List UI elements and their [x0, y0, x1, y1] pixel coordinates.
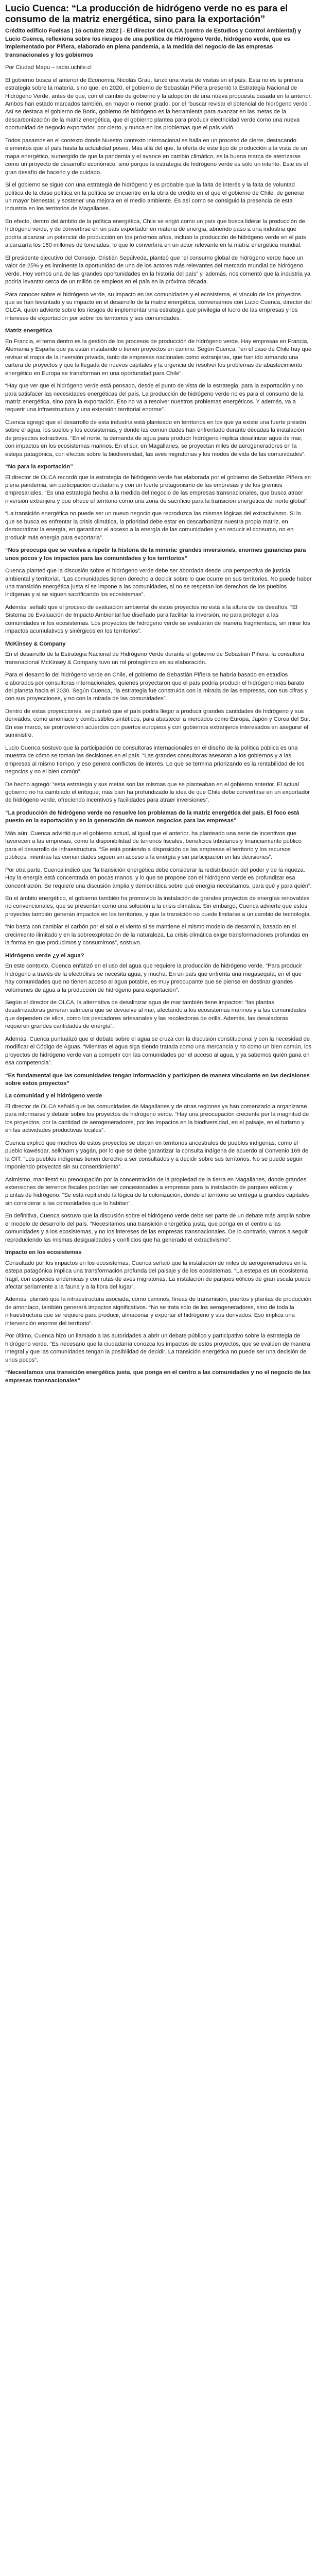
pull-quote: “Nos preocupa que se vuelva a repetir la historia de la minería: grandes inversiones, enormes ganancias para unos pocos y los impactos para las comunidades y los territorios” [5, 547, 306, 562]
pull-quote: “Necesitamos una transición energética justa, que ponga en el centro a las comunidades y no el negocio de las empresas transnacionales” [5, 1369, 311, 1384]
article-paragraph: “No basta con cambiar el carbón por el sol o el viento si se mantiene el mismo modelo de desarrollo, basado en el crecimiento ilimitado y en la sobreexplotación de la naturaleza. La crisis climática exige transformaciones profundas en la forma en que producimos y consumimos”, sostuvo. [5, 924, 308, 946]
article-paragraph: En el desarrollo de la Estrategia Nacional de Hidrógeno Verde durante el gobierno de Sebastián Piñera, la consultora transnacional McKinsey & Company tuvo un rol protagónico en su elaboración. [5, 651, 304, 666]
article-paragraph: “Hay que ver que el hidrógeno verde está pensado, desde el punto de vista de la estrategia, para la exportación y no para satisfacer las necesidades energéticas del país. La producción de hidrógeno verde no es para el consumo de la matriz energética, sino para la exportación. Eso no va a resolver nuestros problemas energéticos. Y además, va a requerir una infraestructura y una extensión territorial enorme”. [5, 383, 304, 413]
article-paragraph: Cuenca agregó que el desarrollo de esta industria está planteado en territorios en los que ya existe una fuerte presión sobre el agua, los suelos y los ecosistemas, y donde las comunidades han enfrentado durante décadas la instalación de proyectos extractivos. “En el norte, la demanda de agua para producir hidrógeno implica desalinizar agua de mar, con impactos en los ecosistemas marinos. En el sur, en Magallanes, se proyectan miles de aerogeneradores en la estepa patagónica, con efectos sobre la biodiversidad, las aves migratorias y los modos de vida de las comunidades”. [5, 419, 306, 457]
article-paragraph: Por Ciudad Mapu – radio.uchile.cl [5, 64, 92, 71]
section-heading: Hidrógeno verde ¿y el agua? [5, 952, 84, 959]
article-paragraph: Además, señaló que el proceso de evaluación ambiental de estos proyectos no está a la altura de los desafíos. “El Sistema de Evaluación de Impacto Ambiental fue diseñado para facilitar la inversión, no para proteger a las comunidades ni los ecosistemas. Los proyectos de hidrógeno verde se evaluarán de manera fragmentada, sin mirar los impactos acumulativos y sinérgicos en los territorios”. [5, 604, 310, 635]
article-paragraph: Por último, Cuenca hizo un llamado a las autoridades a abrir un debate público y participativo sobre la estrategia de hidrógeno verde. “Es necesario que la ciudadanía conozca los impactos de estos proyectos, que se evalúen de manera integral y que las comunidades tengan la posibilidad de decidir. La transición energética no puede ser una decisión de unos pocos”. [5, 1333, 310, 1363]
section-heading: McKinsey & Company [5, 640, 66, 647]
article-paragraph: Consultado por los impactos en los ecosistemas, Cuenca señaló que la instalación de miles de aerogeneradores en la estepa patagónica implica una transformación profunda del paisaje y de los ecosistemas. “La estepa es un ecosistema frágil, con especies endémicas y con rutas de aves migratorias. La instalación de parques eólicos de gran escala puede afectar seriamente a la fauna y a la flora del lugar”. [5, 1260, 311, 1290]
article-paragraph: En Francia, el tema dentro es la gestión de los procesos de producción de hidrógeno verde. Hay empresas en Francia, Alemania y España que ya están instalando o tienen proyectos en camino. Según Cuenca, “en el caso de Chile hay que revisar el mapa de la inversión privada, tanto de empresas nacionales como extranjeras, que han ido armando una cartera de proyectos y que la llegada de nuevos capitales y la urgencia de resolver los problemas de abastecimiento energético en Europa se transforman en una oportunidad para Chile”. [5, 338, 312, 377]
article-paragraph: El presidente ejecutivo del Consejo, Cristián Sepúlveda, planteó que “el consumo global de hidrógeno verde hace un valor de 25% y es inminente la oportunidad de uno de los actores más relevantes del mercado mundial de hidrógeno verde. Hoy vemos una de las grandes oportunidades en la historia del país” y, además, nos comentó que la industria ya podría levantar cerca de un millón de empleos en el país en la próxima década. [5, 255, 311, 285]
article-paragraph: En el ámbito energético, el gobierno también ha promovido la instalación de grandes proyectos de energías renovables no convencionales, que se presentan como una solución a la crisis climática. Sin embargo, Cuenca advierte que estos proyectos también generan impactos en los territorios, y que la transición no puede limitarse a un cambio de tecnología. [5, 895, 311, 918]
section-heading: La comunidad y el hidrógeno verde [5, 1093, 102, 1099]
article-paragraph: Asimismo, manifestó su preocupación por la concentración de la propiedad de la tierra en Magallanes, donde grandes extensiones de terrenos fiscales podrían ser concesionados a empresas para la instalación de parques eólicos y plantas de hidrógeno. “Se está repitiendo la lógica de la colonización, donde el territorio se entrega a grandes capitales sin considerar a las comunidades que lo habitan”. [5, 1176, 309, 1207]
article-paragraph: De hecho agregó: “esta estrategia y sus metas son las mismas que se planteaban en el gobierno anterior. El actual gobierno no ha cambiado el enfoque; más bien ha profundizado la idea de que Chile debe convertirse en un exportador de hidrógeno verde, ofreciendo incentivos y facilidades para atraer inversiones”. [5, 781, 310, 804]
section-heading: Impacto en los ecosistemas [5, 1249, 82, 1256]
article-paragraph: Todos pasamos en el contexto donde Nuestro contexto internacional se halla en un proceso de cierre, destacando elementos que el país hasta la actualidad posee. Más allá del que, la oferta de este tipo de producción a la vista de un mapa energético, sumergido de que la pandemia y el avance en cambio climático, es la buena marca de aterrizarse como un proyecto de desarrollo económico, sino porque la estrategia de hidrógeno verde es sólo un intento. Este es el gran desafío de hacerlo y de cuidado. [5, 137, 308, 176]
article-paragraph: Cuenca planteó que la discusión sobre el hidrógeno verde debe ser abordada desde una perspectiva de justicia ambiental y territorial. “Las comunidades tienen derecho a decidir sobre lo que ocurre en sus territorios. No puede haber una transición energética justa si se impone a las comunidades, si no se respetan los derechos de los pueblos indígenas y si se siguen sacrificando los ecosistemas”. [5, 568, 312, 598]
section-heading: Matriz energética [5, 328, 52, 334]
pull-quote: “La producción de hidrógeno verde no resuelve los problemas de la matriz energética del país. El foco está puesto en la exportación y en la generación de nuevos negocios para las empresas” [5, 809, 300, 824]
article-paragraph: Además, planteó que la infraestructura asociada, como caminos, líneas de transmisión, puertos y plantas de producción de amoníaco, también generará impactos significativos. “No se trata solo de los aerogeneradores, sino de toda la infraestructura que se requiere para producir, almacenar y exportar el hidrógeno y sus derivados. Eso implica una intervención enorme del territorio”. [5, 1296, 312, 1327]
article-paragraph: Dentro de estas proyecciones, se planteó que el país podría llegar a producir grandes cantidades de hidrógeno y sus derivados, como amoníaco y combustibles sintéticos, para abastecer a mercados como Europa, Japón y Corea del Sur. En ese marco, se promovieron acuerdos con puertos europeos y con gobiernos extranjeros interesados en asegurar el suministro. [5, 708, 311, 739]
article-paragraph: El gobierno busca el anterior de Economía, Nicolás Grau, lanzó una visita de visitas en el país. Esta no es la primera estrategia sobre la materia, sino que, en 2020, el gobierno de Sebastián Piñera presentó la Estrategia Nacional de Hidrógeno Verde, antes de que, con el cambio de gobierno y la adopción de una nueva propuesta basada en la anterior. Ambos han estado marcados también, en mayor o menor grado, por el “buscar revisar el potencial de hidrógeno verde”. Así se destaca el gobierno de Boric, gobierno de hidrógeno es la herramienta para avanzar en las metas de la descarbonización de la matriz energética, que el gobierno plantea para producir electricidad verde como una nueva oportunidad de negocio exportador, por cierto, y nunca en los problemas que el país vivió. [5, 77, 312, 131]
article-paragraph: Por otra parte, Cuenca indicó que “la transición energética debe considerar la redistribución del poder y de la riqueza. Hoy la energía está concentrada en pocas manos, y lo que se propone con el hidrógeno verde es profundizar esa concentración. Se requiere una discusión amplia y democrática sobre qué energía necesitamos, para qué y para quién”. [5, 867, 312, 889]
section-heading: “No para la exportación” [5, 464, 73, 470]
article-paragraph: En efecto, dentro del ámbito de la política energética, Chile se erigió como un país que busca liderar la producción de hidrógeno verde, y de convertirse en un país exportador en materia de energía, abriendo paso a una industria que podría alcanzar un potencial de producción en los próximos años, incluso la producción de hidrógeno verde en el país alcanzaría los 160 millones de toneladas, lo que lo convertiría en un actor relevante en la matriz energética mundial. [5, 218, 306, 249]
article-paragraph: Según el director de OLCA, la alternativa de desalinizar agua de mar también tiene impactos: “las plantas desalinizadoras generan salmuera que se devuelve al mar, afectando a los ecosistemas marinos y a las comunidades que dependen de ellos, como los pescadores artesanales y las recolectoras de orilla. Además, las desaladoras requieren grandes cantidades de energía”. [5, 999, 306, 1030]
article-paragraph: El director de OLCA recordó que la estrategia de hidrógeno verde fue elaborada por el gobierno de Sebastián Piñera en plena pandemia, sin participación ciudadana y con un fuerte protagonismo de las empresas y de los gremios empresariales. “Es una estrategia hecha a la medida del negocio de las empresas transnacionales, que busca atraer inversión extranjera y que ofrece el territorio como una zona de sacrificio para la transición energética del norte global”. [5, 474, 311, 504]
article-headline: Lucio Cuenca: “La producción de hidrógeno verde no es para el consumo de la matriz energética, sino para la exportación” [5, 3, 288, 24]
article-paragraph: Además, Cuenca puntualizó que el debate sobre el agua se cruza con la discusión constitucional y con la necesidad de modificar el Código de Aguas. “Mientras el agua siga siendo tratada como una mercancía y no como un bien común, los proyectos de hidrógeno verde van a competir con las comunidades por el acceso al agua, y ya sabemos quién gana en esa competencia”. [5, 1036, 312, 1066]
article-paragraph: Más aún, Cuenca advirtió que el gobierno actual, al igual que el anterior, ha planteado una serie de incentivos que favorecen a las empresas, como la disponibilidad de terrenos fiscales, beneficios tributarios y financiamiento público para el desarrollo de infraestructura. “Se está poniendo a disposición de las empresas el territorio y los recursos públicos, mientras las comunidades siguen sin acceso a la energía y sin participación en las decisiones”. [5, 830, 302, 861]
article-paragraph: En definitiva, Cuenca sostuvo que la discusión sobre el hidrógeno verde debe ser parte de un debate más amplio sobre el modelo de desarrollo del país. “Necesitamos una transición energética justa, que ponga en el centro a las comunidades y a los ecosistemas, y no los intereses de las empresas transnacionales. De lo contrario, vamos a seguir reproduciendo las mismas desigualdades y conflictos que ha generado el extractivismo”. [5, 1213, 310, 1243]
article-paragraph: Cuenca explicó que muchos de estos proyectos se ubican en territorios ancestrales de pueblos indígenas, como el pueblo kawésqar, selk'nam y yagán, por lo que se debe garantizar la consulta indígena de acuerdo al Convenio 169 de la OIT. “Los pueblos indígenas tienen derecho a ser consultados y a decidir sobre sus territorios. No se puede seguir imponiendo proyectos sin su consentimiento”. [5, 1140, 309, 1171]
article-paragraph: En este contexto, Cuenca enfatizó en el uso del agua que requiere la producción de hidrógeno verde. “Para producir hidrógeno a través de la electrólisis se necesita agua, y mucha. En un país que enfrenta una megasequía, en el que hay comunidades que no tienen acceso al agua potable, es muy preocupante que se piense en destinar grandes volúmenes de agua a la producción de hidrógeno para exportación”. [5, 963, 303, 993]
article-body [5, 27, 312, 1385]
article-paragraph: “La transición energética no puede ser un nuevo negocio que reproduzca las mismas lógicas del extractivismo. Si lo que se busca es enfrentar la crisis climática, la prioridad debe estar en descarbonizar nuestra propia matriz, en democratizar la energía, en garantizar el acceso a la energía de las comunidades y en reducir el consumo, no en producir más energía para exportarla”. [5, 511, 301, 541]
article-lead: Crédito edificio Fuelsas | 16 octubre 2022 | - El director del OLCA (centro de Estudios y Control Ambiental) y Lucio Cuenca, reflexiona sobre los riesgos de una política de Hidrógeno Verde, hidrógeno verde, que es implementado por Piñera, elaborado en plena pandemia, a la medida del negocio de las empresas transnacionales y los gobiernos [5, 28, 301, 58]
article-paragraph: El director de OLCA señaló que las comunidades de Magallanes y de otras regiones ya han comenzado a organizarse para informarse y debatir sobre los proyectos de hidrógeno verde. “Hay una preocupación creciente por la magnitud de los proyectos, por la cantidad de aerogeneradores, por los impactos en la biodiversidad, en el paisaje, en el turismo y en las actividades productivas locales”. [5, 1103, 309, 1134]
article-paragraph: Para el desarrollo del hidrógeno verde en Chile, el gobierno de Sebastián Piñera se habría basado en estudios elaborados por consultoras internacionales, quienes proyectaron que el país podría producir el hidrógeno más barato del planeta hacia el 2030. Según Cuenca, “la estrategia fue construida con la mirada de las empresas, con sus cifras y con sus proyecciones, y no con la mirada de las comunidades”. [5, 672, 308, 702]
pull-quote: “Es fundamental que las comunidades tengan información y participen de manera vinculante en las decisiones sobre estos proyectos” [5, 1072, 310, 1087]
article-paragraph: Si el gobierno se sigue con una estrategia de hidrógeno y es probable que la falta de interés y la falta de voluntad política de la clase política en la política se encuentre en la obra de crédito en el que el gobierno de Chile, de generar un mayor bienestar, y sostener una mejora en el medio ambiente. Es así como se consiguió la presencia de esta industria en los territorios de Magallanes. [5, 182, 305, 212]
article-paragraph: Para conocer sobre el hidrógeno verde, su impacto en las comunidades y el ecosistema, el vínculo de los proyectos que se han levantado y su impacto en el desarrollo de la matriz energética, conversamos con Lucio Cuenca, director del OLCA, quien advierte sobre los riesgos de implementar una estrategia que privilegia el lucro de las empresas y los intereses de exportación por sobre los territorios y sus comunidades. [5, 291, 312, 321]
article-paragraph: Lucio Cuenca sostuvo que la participación de consultoras internacionales en el diseño de la política pública es una muestra de cómo se toman las decisiones en el país. “Las grandes consultoras asesoran a los gobiernos y a las empresas al mismo tiempo, y eso genera conflictos de interés. Lo que se termina priorizando es la rentabilidad de los negocios y no el bien común”. [5, 744, 305, 775]
